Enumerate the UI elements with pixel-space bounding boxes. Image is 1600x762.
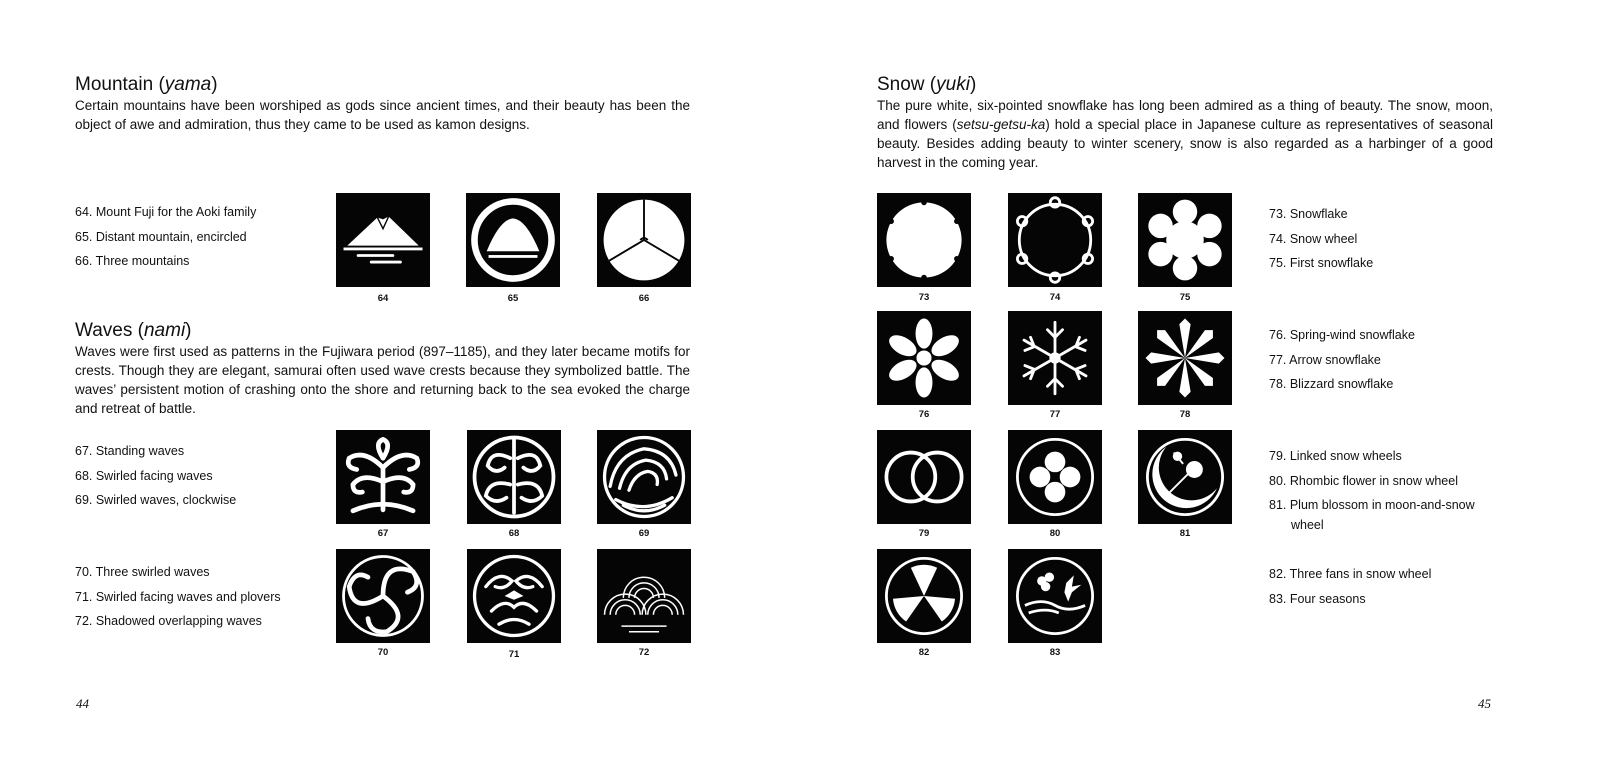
caption-item: 82. Three fans in snow wheel	[1269, 567, 1432, 581]
plum-blossom-moon-icon	[1138, 430, 1232, 524]
caption-item: 68. Swirled facing waves	[75, 468, 213, 483]
heading-text: Waves	[75, 320, 133, 341]
crest-number: 68	[508, 528, 520, 539]
waves-heading: Waves (nami)	[75, 320, 192, 341]
crest-number: 75	[1179, 292, 1191, 303]
crest-number: 74	[1049, 292, 1061, 303]
caption-item: 66. Three mountains	[75, 254, 190, 268]
caption-item: 67. Standing waves	[75, 444, 185, 458]
linked-snow-wheels-icon	[877, 430, 971, 524]
caption-item: 69. Swirled waves, clockwise	[75, 493, 237, 507]
crest-number: 79	[918, 528, 930, 539]
caption-item: 71. Swirled facing waves and plovers	[75, 589, 281, 604]
caption-item: 79. Linked snow wheels	[1269, 449, 1402, 463]
page-number: 44	[76, 696, 89, 711]
waves-and-plovers-icon	[467, 549, 561, 643]
crest-number: 77	[1049, 409, 1061, 420]
snowflake-icon	[877, 193, 971, 287]
caption-item: 73. Snowflake	[1269, 207, 1348, 221]
overlapping-waves-icon	[597, 549, 691, 643]
mountain-caption-list	[75, 200, 256, 274]
mount-fuji-icon	[336, 193, 430, 287]
mountain-description: Certain mountains have been worshiped as gods since ancient times, and their beauty has been the object of awe and admiration, thus they came to be used as kamon designs.	[75, 98, 690, 132]
crest-number: 67	[377, 528, 389, 539]
standing-waves-icon	[336, 430, 430, 524]
snow-wheel-icon	[1008, 193, 1102, 287]
three-fans-icon	[877, 549, 971, 643]
caption-line: wheel	[1291, 518, 1324, 532]
mountain-heading: Mountain (yama)	[75, 74, 218, 95]
description-text: The pure white, six-pointed snowflake has long been admired as a thing of beauty. The snow, moon, and flowers (	[877, 98, 1493, 132]
crest-number: 83	[1049, 647, 1061, 658]
caption-item: 78. Blizzard snowflake	[1269, 377, 1394, 391]
snow-caption-list-d	[1269, 562, 1431, 611]
caption-item: 83. Four seasons	[1269, 591, 1366, 606]
heading-text: Snow	[877, 74, 925, 95]
snow-heading: Snow (yuki)	[877, 74, 977, 95]
description-term: setsu-getsu-ka	[956, 117, 1046, 132]
caption-line: 81. Plum blossom in moon-and-snow	[1269, 498, 1475, 512]
rhombic-flower-icon	[1008, 430, 1102, 524]
crest-number: 72	[638, 647, 650, 658]
crest-number: 71	[508, 649, 520, 660]
crest-number: 82	[918, 647, 930, 658]
clockwise-waves-icon	[597, 430, 691, 524]
heading-term: nami	[143, 320, 186, 341]
heading-term: yama	[164, 74, 212, 95]
crest-number: 78	[1179, 409, 1191, 420]
crest-number: 65	[507, 293, 519, 304]
snow-caption-list-c	[1269, 444, 1475, 535]
crest-number: 76	[918, 409, 930, 420]
three-mountains-icon	[597, 193, 691, 287]
caption-item: 72. Shadowed overlapping waves	[75, 614, 262, 628]
caption-item: 75. First snowflake	[1269, 256, 1374, 270]
caption-item: 77. Arrow snowflake	[1269, 352, 1381, 367]
crest-number: 64	[377, 293, 389, 304]
three-swirled-waves-icon	[336, 549, 430, 643]
caption-item: 65. Distant mountain, encircled	[75, 229, 247, 244]
waves-description: Waves were first used as patterns in the Fujiwara period (897–1185), and they later became motifs for crests. Though they are elegant, samurai often used wave crests because they symbolized battle. The waves’ persistent motion of crashing onto the shore and returning back to the sea evoked the charge and retreat of battle.	[75, 344, 690, 416]
arrow-snowflake-icon	[1008, 311, 1102, 405]
encircled-mountain-icon	[466, 193, 560, 287]
blizzard-snowflake-icon	[1138, 311, 1232, 405]
caption-item: 80. Rhombic flower in snow wheel	[1269, 473, 1458, 488]
right-page	[800, 0, 1600, 762]
waves-caption-list-a	[75, 439, 236, 513]
caption-item: 76. Spring-wind snowflake	[1269, 328, 1415, 342]
crest-number: 81	[1179, 528, 1191, 539]
crest-number: 66	[638, 293, 650, 304]
heading-term: yuki	[936, 74, 970, 95]
crest-number: 73	[918, 292, 930, 303]
snow-caption-list-b	[1269, 323, 1415, 397]
crest-number: 80	[1049, 528, 1061, 539]
caption-item: 70. Three swirled waves	[75, 565, 210, 579]
first-snowflake-icon	[1138, 193, 1232, 287]
swirled-facing-waves-icon	[467, 430, 561, 524]
caption-item: 74. Snow wheel	[1269, 231, 1358, 246]
snow-description	[877, 96, 1493, 172]
spring-wind-snowflake-icon	[877, 311, 971, 405]
heading-text: Mountain	[75, 74, 154, 95]
four-seasons-icon	[1008, 549, 1102, 643]
caption-item	[1269, 493, 1475, 535]
page-number: 45	[1478, 696, 1491, 711]
caption-item: 64. Mount Fuji for the Aoki family	[75, 205, 257, 219]
crest-number: 70	[377, 647, 389, 658]
waves-caption-list-b	[75, 560, 281, 634]
crest-number: 69	[638, 528, 650, 539]
snow-caption-list-a	[1269, 202, 1373, 276]
description-text: ) hold a special place in Japanese culture as representatives of seasonal beauty. Besides adding beauty to winter scenery, snow is also regarded as a harbinger of a good harvest in the coming year.	[877, 117, 1493, 170]
